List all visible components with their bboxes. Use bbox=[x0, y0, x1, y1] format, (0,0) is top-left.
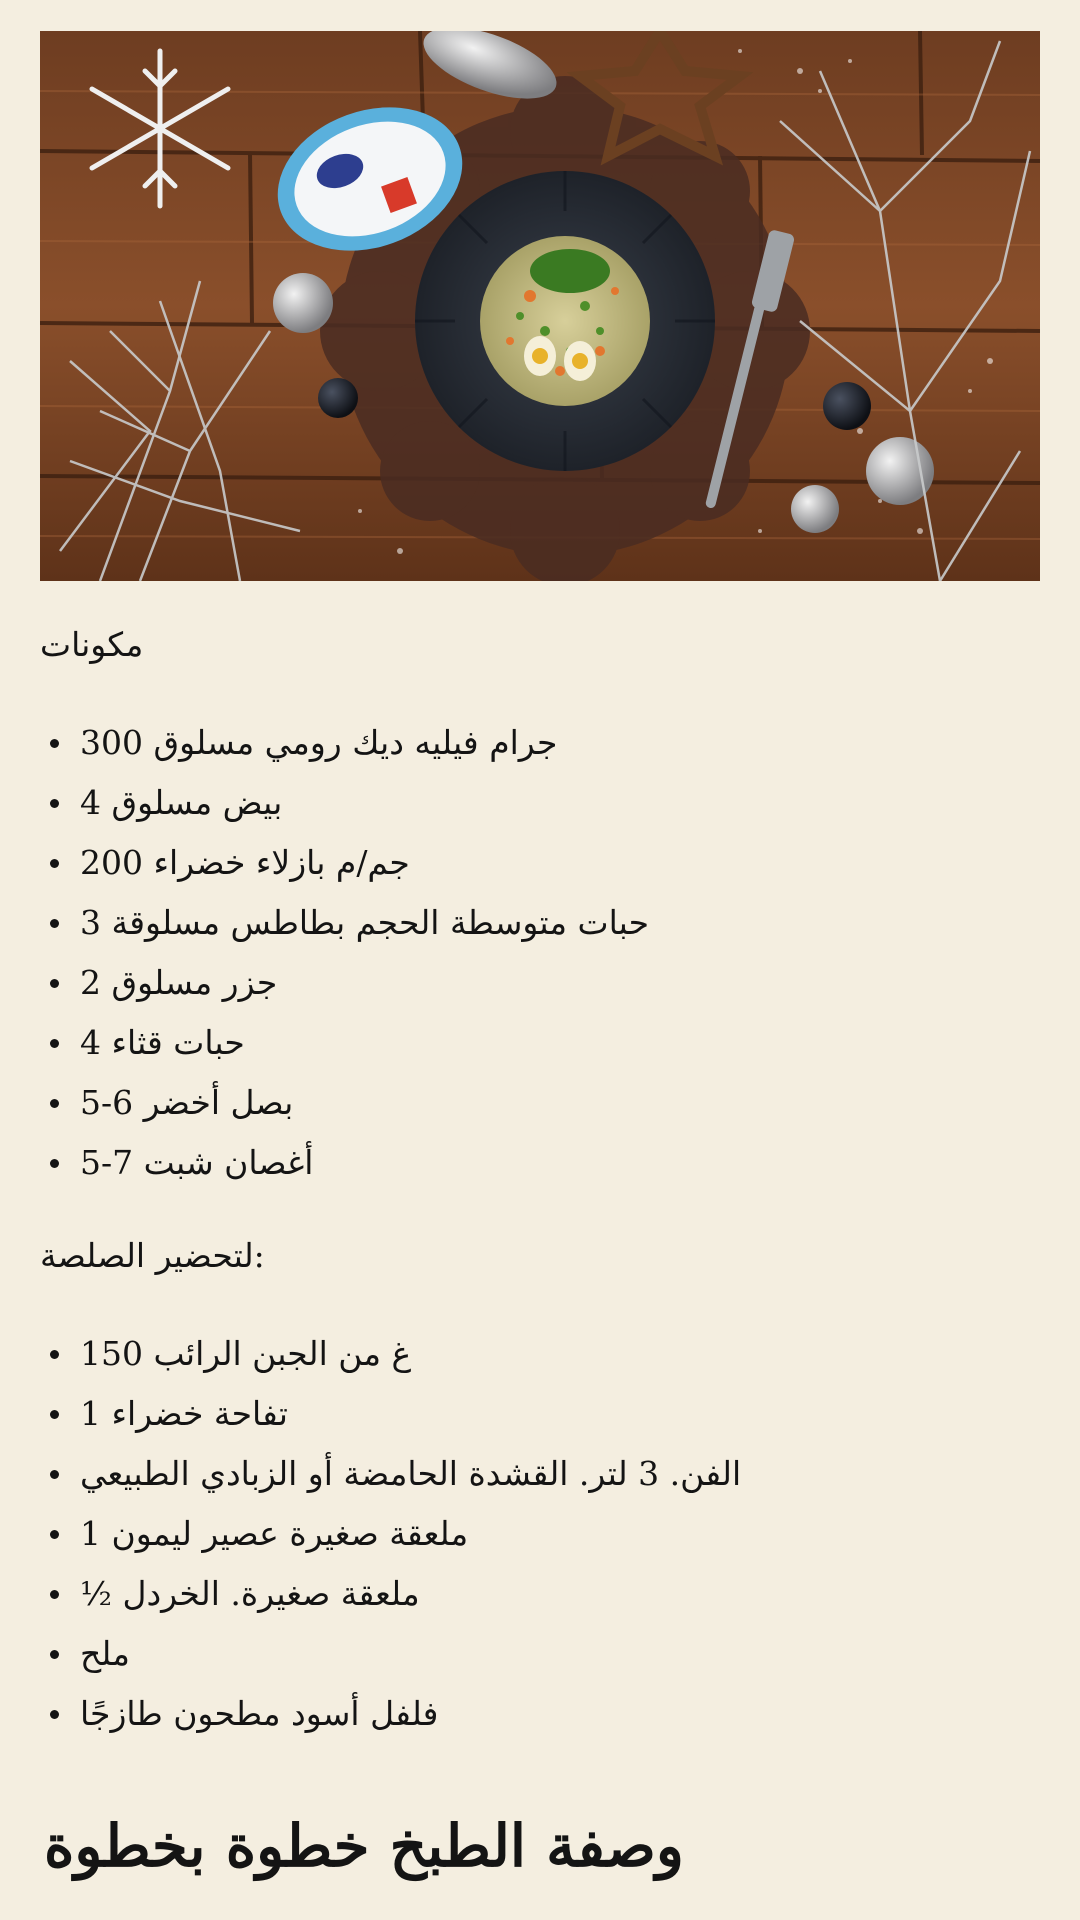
bullet-icon bbox=[50, 799, 59, 808]
list-item bbox=[40, 1013, 649, 1073]
bullet-icon bbox=[50, 919, 59, 928]
bullet-icon bbox=[50, 1350, 59, 1359]
dressing-list bbox=[40, 1324, 741, 1744]
list-item bbox=[40, 1624, 741, 1684]
bullet-icon bbox=[50, 739, 59, 748]
bullet-icon bbox=[50, 1099, 59, 1108]
dressing-heading: لتحضير الصلصة: bbox=[40, 1236, 265, 1275]
list-item-text: 1 تفاحة خضراء bbox=[80, 1394, 288, 1433]
list-item bbox=[40, 953, 649, 1013]
list-item-text: 5-6 بصل أخضر bbox=[80, 1083, 294, 1122]
list-item bbox=[40, 773, 649, 833]
list-item bbox=[40, 1684, 741, 1744]
list-item-text: 200 جم/م بازلاء خضراء bbox=[80, 843, 410, 882]
list-item bbox=[40, 1384, 741, 1444]
recipe-photo bbox=[40, 31, 1040, 581]
bullet-icon bbox=[50, 1710, 59, 1719]
salad-table-illustration bbox=[40, 31, 1040, 581]
list-item bbox=[40, 1073, 649, 1133]
bullet-icon bbox=[50, 1650, 59, 1659]
list-item bbox=[40, 1564, 741, 1624]
bullet-icon bbox=[50, 1410, 59, 1419]
list-item-text: 4 حبات قثاء bbox=[80, 1023, 245, 1062]
list-item bbox=[40, 1504, 741, 1564]
list-item-text: 5-7 أغصان شبت bbox=[80, 1143, 314, 1182]
list-item bbox=[40, 893, 649, 953]
list-item-text: فلفل أسود مطحون طازجًا bbox=[80, 1694, 439, 1733]
list-item-text: 1 ملعقة صغيرة عصير ليمون bbox=[80, 1514, 469, 1553]
list-item-text: 3 حبات متوسطة الحجم بطاطس مسلوقة bbox=[80, 903, 650, 942]
ingredients-list bbox=[40, 713, 649, 1193]
list-item bbox=[40, 833, 649, 893]
list-item bbox=[40, 1444, 741, 1504]
list-item-text: 2 جزر مسلوق bbox=[80, 963, 278, 1002]
list-item bbox=[40, 1324, 741, 1384]
list-item-text: ½ ملعقة صغيرة. الخردل bbox=[80, 1574, 420, 1613]
list-item-text: ملح bbox=[80, 1634, 130, 1673]
page-title: وصفة الطبخ خطوة بخطوة bbox=[44, 1812, 684, 1880]
ingredients-heading: مكونات bbox=[40, 625, 144, 664]
list-item-text: 150 غ من الجبن الرائب bbox=[80, 1334, 412, 1373]
bullet-icon bbox=[50, 1590, 59, 1599]
bullet-icon bbox=[50, 1470, 59, 1479]
bullet-icon bbox=[50, 859, 59, 868]
bullet-icon bbox=[50, 1039, 59, 1048]
list-item-text: الفن. 3 لتر. القشدة الحامضة أو الزبادي الطبيعي bbox=[80, 1454, 742, 1493]
list-item-text: 4 بيض مسلوق bbox=[80, 783, 283, 822]
bullet-icon bbox=[50, 979, 59, 988]
bullet-icon bbox=[50, 1530, 59, 1539]
bullet-icon bbox=[50, 1159, 59, 1168]
list-item bbox=[40, 1133, 649, 1193]
list-item-text: 300 جرام فيليه ديك رومي مسلوق bbox=[80, 723, 558, 762]
list-item bbox=[40, 713, 649, 773]
